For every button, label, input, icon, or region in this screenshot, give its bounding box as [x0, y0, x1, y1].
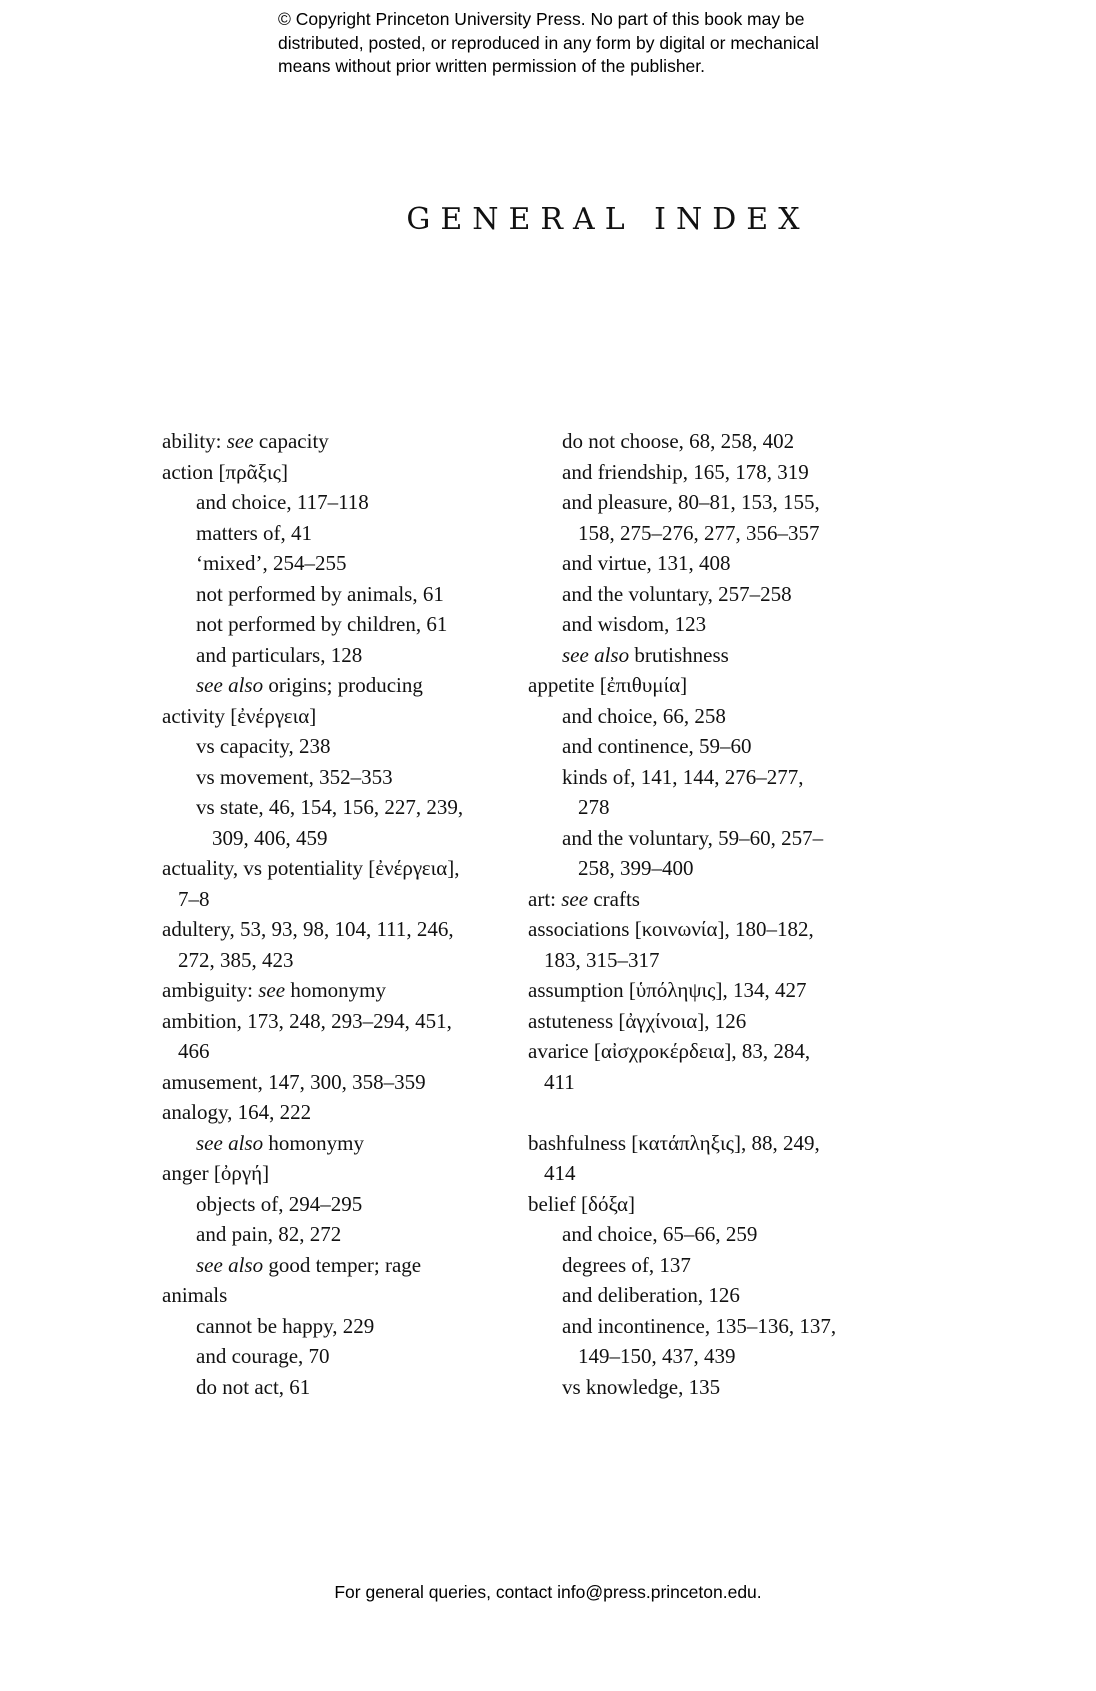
index-text: degrees of, 137: [562, 1252, 691, 1277]
index-text: assumption [ὑπόληψις], 134, 427: [528, 978, 807, 1002]
index-subentry: [162, 1311, 522, 1342]
index-text: 183, 315–317: [544, 947, 660, 972]
cross-reference-label: see: [258, 978, 286, 1002]
index-entry: [528, 1189, 888, 1220]
index-entry: [162, 975, 522, 1006]
index-subentry: [162, 1250, 522, 1281]
index-text: astuteness [ἀγχίνοια], 126: [528, 1008, 747, 1033]
cross-reference-label: see: [561, 886, 589, 911]
index-text: do not choose, 68, 258, 402: [562, 429, 795, 453]
index-text: and particulars, 128: [196, 642, 363, 667]
index-text: vs knowledge, 135: [562, 1374, 721, 1399]
index-subentry: [162, 579, 522, 610]
index-subentry: [528, 640, 888, 671]
index-subentry: [162, 792, 522, 823]
index-subentry: [528, 1067, 888, 1098]
index-subentry: [528, 762, 888, 793]
index-entry: [162, 1280, 522, 1311]
index-text: ‘mixed’, 254–255: [196, 551, 347, 575]
cross-reference-target: brutishness: [629, 642, 729, 667]
index-entry: [162, 1158, 522, 1189]
index-subentry: [528, 518, 888, 549]
index-text: ambiguity:: [162, 978, 259, 1002]
index-subentry: [162, 609, 522, 640]
index-column-left: [162, 426, 522, 1402]
index-subentry: [162, 1128, 522, 1159]
index-entry: [162, 1006, 522, 1037]
index-text: amusement, 147, 300, 358–359: [162, 1069, 426, 1094]
index-entry: [528, 1128, 888, 1159]
index-text: and the voluntary, 59–60, 257–: [562, 825, 824, 850]
index-text: and choice, 65–66, 259: [562, 1222, 758, 1246]
index-text: and choice, 66, 258: [562, 703, 726, 728]
cross-reference-target: homonymy: [285, 978, 386, 1002]
cross-reference-label: see also: [196, 673, 264, 697]
index-entry: [528, 914, 888, 945]
index-text: animals: [162, 1283, 228, 1307]
index-subentry: [528, 1372, 888, 1403]
copyright-notice: [278, 8, 918, 79]
index-text: 7–8: [178, 886, 210, 911]
index-subentry: [162, 548, 522, 579]
index-subentry: [528, 609, 888, 640]
index-subentry: [162, 1372, 522, 1403]
index-entry: [162, 1097, 522, 1128]
index-subentry: [162, 640, 522, 671]
index-text: belief [δόξα]: [528, 1191, 636, 1216]
index-text: and friendship, 165, 178, 319: [562, 459, 809, 484]
index-text: 466: [178, 1039, 210, 1063]
index-subentry: [528, 1311, 888, 1342]
index-text: objects of, 294–295: [196, 1191, 363, 1216]
index-text: do not act, 61: [196, 1374, 311, 1399]
index-text: matters of, 41: [196, 520, 313, 545]
index-entry: [162, 457, 522, 488]
page-title: [0, 202, 1096, 237]
index-text: ability:: [162, 429, 227, 453]
index-subentry: [162, 1036, 522, 1067]
index-entry: [162, 914, 522, 945]
cross-reference-target: crafts: [588, 886, 640, 911]
copyright-line: distributed, posted, or reproduced in any form by digital or mechanical: [278, 32, 819, 53]
index-subentry: [162, 670, 522, 701]
index-text: 258, 399–400: [578, 856, 694, 880]
index-entry: [528, 670, 888, 701]
index-text: vs state, 46, 154, 156, 227, 239,: [196, 795, 464, 819]
index-text: and pain, 82, 272: [196, 1222, 342, 1246]
index-subentry: [528, 426, 888, 457]
index-text: and the voluntary, 257–258: [562, 581, 792, 606]
index-text: anger [ὀργή]: [162, 1161, 270, 1185]
index-subentry: [162, 823, 522, 854]
index-entry: [528, 975, 888, 1006]
index-text: and continence, 59–60: [562, 734, 752, 758]
index-subentry: [528, 1341, 888, 1372]
index-column-right: [528, 426, 888, 1402]
cross-reference-target: capacity: [253, 429, 329, 453]
index-text: and choice, 117–118: [196, 490, 369, 514]
index-text: vs movement, 352–353: [196, 764, 393, 789]
index-text: avarice [αἰσχροκέρδεια], 83, 284,: [528, 1039, 811, 1063]
index-text: actuality, vs potentiality [ἐνέργεια],: [162, 856, 460, 880]
index-text: bashfulness [κατάπληξις], 88, 249,: [528, 1130, 820, 1155]
page-title-text: GENERAL INDEX: [406, 202, 810, 237]
index-text: 309, 406, 459: [212, 825, 328, 850]
index-subentry: [528, 731, 888, 762]
index-subentry: [528, 1219, 888, 1250]
index-subentry: [528, 1280, 888, 1311]
index-subentry: [162, 1341, 522, 1372]
index-text: ambition, 173, 248, 293–294, 451,: [162, 1008, 452, 1033]
index-text: and pleasure, 80–81, 153, 155,: [562, 490, 820, 514]
index-subentry: [528, 579, 888, 610]
copyright-line: © Copyright Princeton University Press. No part of this book may be: [278, 9, 805, 29]
cross-reference-target: origins; producing: [263, 673, 423, 697]
copyright-line: means without prior written permission of the publisher.: [278, 56, 706, 76]
index-text: and courage, 70: [196, 1344, 330, 1368]
index-text: art:: [528, 886, 562, 911]
index-subentry: [528, 487, 888, 518]
index-subentry: [528, 701, 888, 732]
index-text: associations [κοινωνία], 180–182,: [528, 917, 814, 941]
index-subentry: [528, 457, 888, 488]
index-text: 272, 385, 423: [178, 947, 294, 972]
index-text: 158, 275–276, 277, 356–357: [578, 520, 820, 545]
cross-reference-label: see also: [196, 1130, 264, 1155]
index-entry: [528, 1036, 888, 1067]
index-text: and incontinence, 135–136, 137,: [562, 1313, 837, 1338]
index-text: and deliberation, 126: [562, 1283, 740, 1307]
index-entry: [528, 1006, 888, 1037]
index-subentry: [528, 1158, 888, 1189]
index-text: 278: [578, 795, 610, 819]
index-text: cannot be happy, 229: [196, 1313, 375, 1338]
cross-reference-target: good temper; rage: [263, 1252, 422, 1277]
index-subentry: [528, 1250, 888, 1281]
index-entry: [162, 426, 522, 457]
index-text: not performed by children, 61: [196, 612, 448, 636]
index-subentry: [528, 548, 888, 579]
index-subentry: [162, 518, 522, 549]
index-text: action [πρᾶξις]: [162, 459, 288, 484]
cross-reference-target: homonymy: [263, 1130, 364, 1155]
index-subentry: [528, 945, 888, 976]
index-entry: [162, 1067, 522, 1098]
index-subentry: [528, 792, 888, 823]
index-text: analogy, 164, 222: [162, 1100, 312, 1124]
index-subentry: [162, 884, 522, 915]
index-text: 414: [544, 1161, 576, 1185]
index-subentry: [162, 945, 522, 976]
index-text: vs capacity, 238: [196, 734, 331, 758]
index-subentry: [162, 731, 522, 762]
index-text: 149–150, 437, 439: [578, 1344, 736, 1368]
index-subentry: [162, 1219, 522, 1250]
index-entry: [162, 853, 522, 884]
index-spacer: [528, 1097, 888, 1128]
index-text: activity [ἐνέργεια]: [162, 703, 317, 728]
footer-contact: For general queries, contact info@press.princeton.edu.: [334, 1582, 762, 1602]
index-text: and wisdom, 123: [562, 612, 707, 636]
index-text: appetite [ἐπιθυμία]: [528, 673, 688, 697]
index-subentry: [162, 487, 522, 518]
index-subentry: [528, 823, 888, 854]
index-subentry: [162, 1189, 522, 1220]
cross-reference-label: see also: [196, 1252, 264, 1277]
index-subentry: [162, 762, 522, 793]
index-text: adultery, 53, 93, 98, 104, 111, 246,: [162, 917, 454, 941]
index-text: and virtue, 131, 408: [562, 551, 731, 575]
index-entry: [162, 701, 522, 732]
cross-reference-label: see also: [562, 642, 630, 667]
cross-reference-label: see: [226, 429, 254, 453]
index-entry: [528, 884, 888, 915]
index-text: not performed by animals, 61: [196, 581, 444, 606]
index-subentry: [528, 853, 888, 884]
index-text: kinds of, 141, 144, 276–277,: [562, 764, 804, 789]
index-text: 411: [544, 1069, 575, 1094]
